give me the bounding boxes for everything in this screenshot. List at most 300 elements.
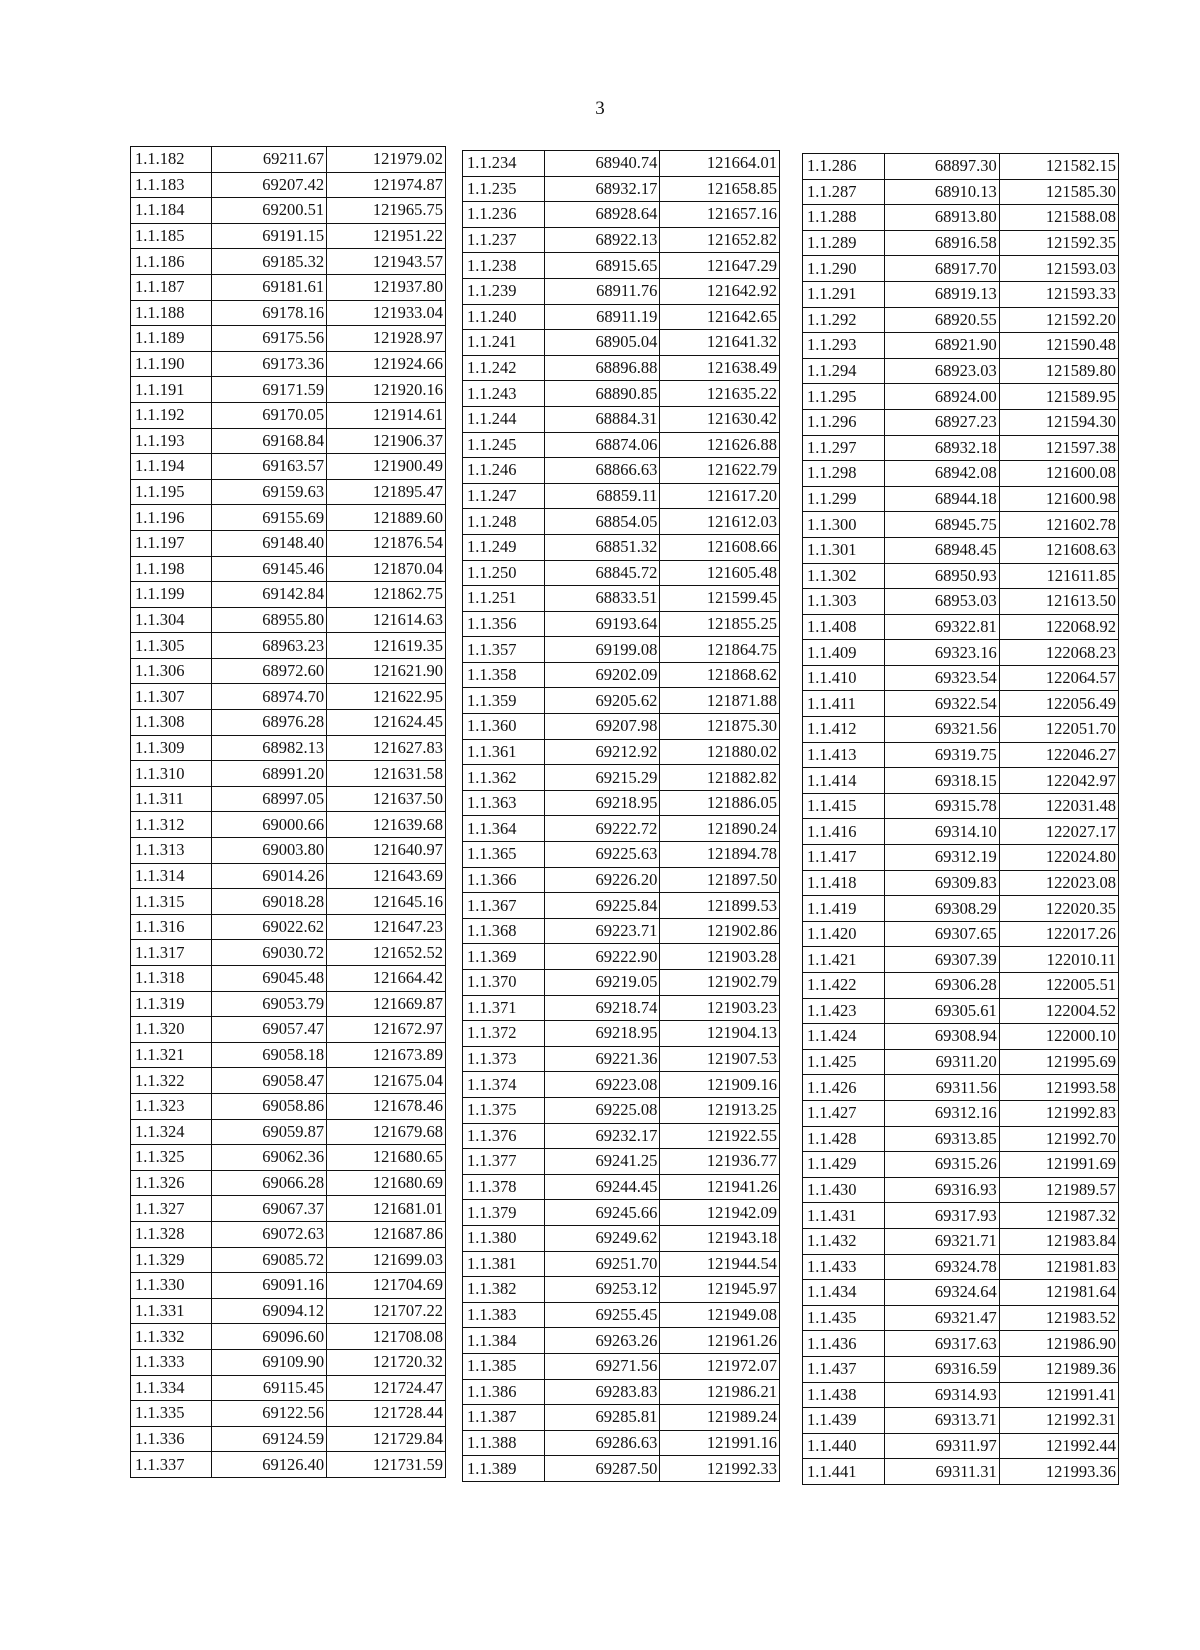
point-id-cell: 1.1.332 [131, 1324, 212, 1350]
y-coordinate-cell: 121704.69 [327, 1273, 446, 1299]
x-coordinate-cell: 69311.56 [884, 1075, 999, 1101]
x-coordinate-cell: 69225.84 [544, 893, 660, 919]
x-coordinate-cell: 69062.36 [212, 1145, 327, 1171]
table-row [463, 637, 780, 663]
x-coordinate-cell: 69085.72 [212, 1247, 327, 1273]
x-coordinate-cell: 68921.90 [884, 333, 999, 359]
x-coordinate-cell: 69155.69 [212, 505, 327, 531]
y-coordinate-cell: 121993.36 [999, 1459, 1118, 1485]
point-id-cell: 1.1.190 [131, 351, 212, 377]
table-row [463, 1174, 780, 1200]
point-id-cell: 1.1.195 [131, 479, 212, 505]
point-id-cell: 1.1.327 [131, 1196, 212, 1222]
y-coordinate-cell: 121622.79 [660, 458, 780, 484]
x-coordinate-cell: 68916.58 [884, 230, 999, 256]
x-coordinate-cell: 68976.28 [212, 710, 327, 736]
table-row [131, 326, 446, 352]
table-row [463, 918, 780, 944]
y-coordinate-cell: 122051.70 [999, 717, 1118, 743]
point-id-cell: 1.1.379 [463, 1200, 545, 1226]
point-id-cell: 1.1.329 [131, 1247, 212, 1273]
point-id-cell: 1.1.304 [131, 607, 212, 633]
x-coordinate-cell: 68974.70 [212, 684, 327, 710]
point-id-cell: 1.1.321 [131, 1042, 212, 1068]
x-coordinate-cell: 69053.79 [212, 991, 327, 1017]
y-coordinate-cell: 121642.65 [660, 304, 780, 330]
y-coordinate-cell: 121903.23 [660, 995, 780, 1021]
table-row [131, 249, 446, 275]
point-id-cell: 1.1.184 [131, 198, 212, 224]
point-id-cell: 1.1.245 [463, 432, 545, 458]
point-id-cell: 1.1.385 [463, 1353, 545, 1379]
x-coordinate-cell: 69022.62 [212, 914, 327, 940]
y-coordinate-cell: 122017.26 [999, 921, 1118, 947]
x-coordinate-cell: 68910.13 [884, 179, 999, 205]
table-row [803, 1331, 1119, 1357]
table-row [463, 1328, 780, 1354]
point-id-cell: 1.1.244 [463, 406, 545, 432]
x-coordinate-cell: 69148.40 [212, 530, 327, 556]
table-row [463, 330, 780, 356]
x-coordinate-cell: 69159.63 [212, 479, 327, 505]
table-row [131, 1017, 446, 1043]
y-coordinate-cell: 121936.77 [660, 1149, 780, 1175]
y-coordinate-cell: 121619.35 [327, 633, 446, 659]
table-row [131, 223, 446, 249]
table-row [131, 735, 446, 761]
table-row [803, 205, 1119, 231]
point-id-cell: 1.1.330 [131, 1273, 212, 1299]
point-id-cell: 1.1.419 [803, 896, 885, 922]
point-id-cell: 1.1.374 [463, 1072, 545, 1098]
table-row [131, 556, 446, 582]
x-coordinate-cell: 69323.16 [884, 640, 999, 666]
x-coordinate-cell: 68884.31 [544, 406, 660, 432]
table-row [803, 1203, 1119, 1229]
x-coordinate-cell: 69185.32 [212, 249, 327, 275]
table-row [131, 198, 446, 224]
x-coordinate-cell: 68911.76 [544, 278, 660, 304]
table-row [463, 842, 780, 868]
x-coordinate-cell: 69312.19 [884, 845, 999, 871]
y-coordinate-cell: 121995.69 [999, 1049, 1118, 1075]
x-coordinate-cell: 69321.47 [884, 1305, 999, 1331]
table-row [803, 1254, 1119, 1280]
x-coordinate-cell: 68932.17 [544, 176, 660, 202]
point-id-cell: 1.1.241 [463, 330, 545, 356]
table-row [131, 914, 446, 940]
y-coordinate-cell: 121992.31 [999, 1408, 1118, 1434]
table-row [803, 281, 1119, 307]
x-coordinate-cell: 69000.66 [212, 812, 327, 838]
x-coordinate-cell: 69313.71 [884, 1408, 999, 1434]
x-coordinate-cell: 69202.09 [544, 662, 660, 688]
y-coordinate-cell: 121645.16 [327, 889, 446, 915]
y-coordinate-cell: 121864.75 [660, 637, 780, 663]
point-id-cell: 1.1.370 [463, 970, 545, 996]
y-coordinate-cell: 121614.63 [327, 607, 446, 633]
table-row [131, 1196, 446, 1222]
y-coordinate-cell: 121635.22 [660, 381, 780, 407]
table-row [803, 589, 1119, 615]
x-coordinate-cell: 68940.74 [544, 151, 660, 177]
point-id-cell: 1.1.432 [803, 1228, 885, 1254]
x-coordinate-cell: 69286.63 [544, 1430, 660, 1456]
y-coordinate-cell: 121903.28 [660, 944, 780, 970]
point-id-cell: 1.1.358 [463, 662, 545, 688]
x-coordinate-cell: 69142.84 [212, 582, 327, 608]
table-row [463, 970, 780, 996]
point-id-cell: 1.1.388 [463, 1430, 545, 1456]
point-id-cell: 1.1.331 [131, 1298, 212, 1324]
point-id-cell: 1.1.369 [463, 944, 545, 970]
point-id-cell: 1.1.365 [463, 842, 545, 868]
table-row [803, 461, 1119, 487]
point-id-cell: 1.1.189 [131, 326, 212, 352]
point-id-cell: 1.1.417 [803, 845, 885, 871]
point-id-cell: 1.1.416 [803, 819, 885, 845]
y-coordinate-cell: 121961.26 [660, 1328, 780, 1354]
y-coordinate-cell: 121981.83 [999, 1254, 1118, 1280]
x-coordinate-cell: 69318.15 [884, 768, 999, 794]
x-coordinate-cell: 69255.45 [544, 1302, 660, 1328]
point-id-cell: 1.1.296 [803, 409, 885, 435]
y-coordinate-cell: 121673.89 [327, 1042, 446, 1068]
x-coordinate-cell: 68923.03 [884, 358, 999, 384]
point-id-cell: 1.1.439 [803, 1408, 885, 1434]
y-coordinate-cell: 121647.23 [327, 914, 446, 940]
y-coordinate-cell: 121622.95 [327, 684, 446, 710]
table-row [131, 1452, 446, 1478]
x-coordinate-cell: 69018.28 [212, 889, 327, 915]
point-id-cell: 1.1.359 [463, 688, 545, 714]
y-coordinate-cell: 121600.98 [999, 486, 1118, 512]
table-row [803, 614, 1119, 640]
point-id-cell: 1.1.246 [463, 458, 545, 484]
x-coordinate-cell: 69319.75 [884, 742, 999, 768]
y-coordinate-cell: 121933.04 [327, 300, 446, 326]
y-coordinate-cell: 121890.24 [660, 816, 780, 842]
x-coordinate-cell: 69225.63 [544, 842, 660, 868]
x-coordinate-cell: 69307.65 [884, 921, 999, 947]
point-id-cell: 1.1.421 [803, 947, 885, 973]
point-id-cell: 1.1.318 [131, 966, 212, 992]
y-coordinate-cell: 121657.16 [660, 202, 780, 228]
table-row [463, 688, 780, 714]
x-coordinate-cell: 69163.57 [212, 454, 327, 480]
x-coordinate-cell: 69287.50 [544, 1456, 660, 1482]
y-coordinate-cell: 121585.30 [999, 179, 1118, 205]
y-coordinate-cell: 121943.18 [660, 1225, 780, 1251]
x-coordinate-cell: 69223.71 [544, 918, 660, 944]
x-coordinate-cell: 69253.12 [544, 1277, 660, 1303]
table-row [803, 1382, 1119, 1408]
point-id-cell: 1.1.309 [131, 735, 212, 761]
table-row [463, 1149, 780, 1175]
y-coordinate-cell: 121993.58 [999, 1075, 1118, 1101]
x-coordinate-cell: 69311.31 [884, 1459, 999, 1485]
table-row [463, 534, 780, 560]
x-coordinate-cell: 69244.45 [544, 1174, 660, 1200]
table-row [131, 1349, 446, 1375]
point-id-cell: 1.1.423 [803, 998, 885, 1024]
y-coordinate-cell: 121992.44 [999, 1433, 1118, 1459]
point-id-cell: 1.1.298 [803, 461, 885, 487]
point-id-cell: 1.1.411 [803, 691, 885, 717]
point-id-cell: 1.1.234 [463, 151, 545, 177]
y-coordinate-cell: 121943.57 [327, 249, 446, 275]
y-coordinate-cell: 121906.37 [327, 428, 446, 454]
y-coordinate-cell: 121647.29 [660, 253, 780, 279]
x-coordinate-cell: 69316.93 [884, 1177, 999, 1203]
table-row [463, 1251, 780, 1277]
y-coordinate-cell: 121983.52 [999, 1305, 1118, 1331]
table-row [803, 1075, 1119, 1101]
coordinate-table-2 [462, 150, 780, 1482]
point-id-cell: 1.1.435 [803, 1305, 885, 1331]
x-coordinate-cell: 69072.63 [212, 1221, 327, 1247]
table-row [463, 944, 780, 970]
table-row [803, 691, 1119, 717]
x-coordinate-cell: 69313.85 [884, 1126, 999, 1152]
y-coordinate-cell: 122042.97 [999, 768, 1118, 794]
x-coordinate-cell: 68932.18 [884, 435, 999, 461]
point-id-cell: 1.1.387 [463, 1405, 545, 1431]
y-coordinate-cell: 121588.08 [999, 205, 1118, 231]
table-row [131, 684, 446, 710]
table-row [803, 179, 1119, 205]
y-coordinate-cell: 121928.97 [327, 326, 446, 352]
table-row [131, 838, 446, 864]
table-row [131, 1145, 446, 1171]
y-coordinate-cell: 121902.86 [660, 918, 780, 944]
y-coordinate-cell: 121868.62 [660, 662, 780, 688]
x-coordinate-cell: 69312.16 [884, 1100, 999, 1126]
y-coordinate-cell: 121626.88 [660, 432, 780, 458]
table-row [803, 845, 1119, 871]
x-coordinate-cell: 68953.03 [884, 589, 999, 615]
y-coordinate-cell: 121602.78 [999, 512, 1118, 538]
table-row [463, 1302, 780, 1328]
y-coordinate-cell: 121904.13 [660, 1021, 780, 1047]
point-id-cell: 1.1.427 [803, 1100, 885, 1126]
y-coordinate-cell: 121989.24 [660, 1405, 780, 1431]
y-coordinate-cell: 121664.01 [660, 151, 780, 177]
x-coordinate-cell: 68955.80 [212, 607, 327, 633]
table-row [131, 1298, 446, 1324]
point-id-cell: 1.1.312 [131, 812, 212, 838]
table-row [803, 486, 1119, 512]
table-row [131, 402, 446, 428]
y-coordinate-cell: 121900.49 [327, 454, 446, 480]
table-row [803, 512, 1119, 538]
y-coordinate-cell: 121902.79 [660, 970, 780, 996]
y-coordinate-cell: 121630.42 [660, 406, 780, 432]
table-row [131, 786, 446, 812]
x-coordinate-cell: 68927.23 [884, 409, 999, 435]
table-row [463, 1123, 780, 1149]
page-number: 3 [595, 98, 605, 119]
x-coordinate-cell: 69219.05 [544, 970, 660, 996]
y-coordinate-cell: 121922.55 [660, 1123, 780, 1149]
point-id-cell: 1.1.236 [463, 202, 545, 228]
table-row [131, 428, 446, 454]
x-coordinate-cell: 69306.28 [884, 973, 999, 999]
table-row [131, 1170, 446, 1196]
point-id-cell: 1.1.301 [803, 537, 885, 563]
x-coordinate-cell: 68917.70 [884, 256, 999, 282]
table-row [803, 870, 1119, 896]
point-id-cell: 1.1.311 [131, 786, 212, 812]
table-row [131, 1093, 446, 1119]
point-id-cell: 1.1.383 [463, 1302, 545, 1328]
x-coordinate-cell: 69045.48 [212, 966, 327, 992]
y-coordinate-cell: 121951.22 [327, 223, 446, 249]
table-row [803, 742, 1119, 768]
x-coordinate-cell: 68945.75 [884, 512, 999, 538]
point-id-cell: 1.1.194 [131, 454, 212, 480]
table-row [803, 435, 1119, 461]
x-coordinate-cell: 69168.84 [212, 428, 327, 454]
point-id-cell: 1.1.187 [131, 274, 212, 300]
y-coordinate-cell: 122005.51 [999, 973, 1118, 999]
point-id-cell: 1.1.431 [803, 1203, 885, 1229]
y-coordinate-cell: 121728.44 [327, 1401, 446, 1427]
y-coordinate-cell: 121731.59 [327, 1452, 446, 1478]
point-id-cell: 1.1.434 [803, 1280, 885, 1306]
point-id-cell: 1.1.334 [131, 1375, 212, 1401]
x-coordinate-cell: 68911.19 [544, 304, 660, 330]
point-id-cell: 1.1.408 [803, 614, 885, 640]
point-id-cell: 1.1.433 [803, 1254, 885, 1280]
table-row [803, 1459, 1119, 1485]
y-coordinate-cell: 121592.35 [999, 230, 1118, 256]
x-coordinate-cell: 69322.81 [884, 614, 999, 640]
y-coordinate-cell: 121913.25 [660, 1097, 780, 1123]
point-id-cell: 1.1.420 [803, 921, 885, 947]
point-id-cell: 1.1.183 [131, 172, 212, 198]
x-coordinate-cell: 69058.47 [212, 1068, 327, 1094]
x-coordinate-cell: 68897.30 [884, 154, 999, 180]
table-row [463, 1430, 780, 1456]
x-coordinate-cell: 69200.51 [212, 198, 327, 224]
table-row [803, 1049, 1119, 1075]
table-row [463, 176, 780, 202]
point-id-cell: 1.1.361 [463, 739, 545, 765]
y-coordinate-cell: 121909.16 [660, 1072, 780, 1098]
point-id-cell: 1.1.185 [131, 223, 212, 249]
table-row [803, 819, 1119, 845]
x-coordinate-cell: 69283.83 [544, 1379, 660, 1405]
y-coordinate-cell: 121621.90 [327, 658, 446, 684]
y-coordinate-cell: 121889.60 [327, 505, 446, 531]
point-id-cell: 1.1.317 [131, 940, 212, 966]
table-row [131, 863, 446, 889]
y-coordinate-cell: 121637.50 [327, 786, 446, 812]
point-id-cell: 1.1.250 [463, 560, 545, 586]
point-id-cell: 1.1.240 [463, 304, 545, 330]
y-coordinate-cell: 121979.02 [327, 147, 446, 173]
point-id-cell: 1.1.307 [131, 684, 212, 710]
table-row [463, 611, 780, 637]
point-id-cell: 1.1.428 [803, 1126, 885, 1152]
x-coordinate-cell: 69124.59 [212, 1426, 327, 1452]
y-coordinate-cell: 121679.68 [327, 1119, 446, 1145]
table-row [803, 1126, 1119, 1152]
x-coordinate-cell: 68948.45 [884, 537, 999, 563]
x-coordinate-cell: 69317.93 [884, 1203, 999, 1229]
x-coordinate-cell: 69241.25 [544, 1149, 660, 1175]
table-row [803, 384, 1119, 410]
y-coordinate-cell: 121949.08 [660, 1302, 780, 1328]
x-coordinate-cell: 69171.59 [212, 377, 327, 403]
x-coordinate-cell: 69215.29 [544, 765, 660, 791]
table-row [131, 351, 446, 377]
y-coordinate-cell: 121612.03 [660, 509, 780, 535]
y-coordinate-cell: 121983.84 [999, 1228, 1118, 1254]
point-id-cell: 1.1.315 [131, 889, 212, 915]
y-coordinate-cell: 121592.20 [999, 307, 1118, 333]
x-coordinate-cell: 69193.64 [544, 611, 660, 637]
y-coordinate-cell: 121669.87 [327, 991, 446, 1017]
y-coordinate-cell: 121681.01 [327, 1196, 446, 1222]
table-row [131, 530, 446, 556]
x-coordinate-cell: 69067.37 [212, 1196, 327, 1222]
x-coordinate-cell: 69309.83 [884, 870, 999, 896]
point-id-cell: 1.1.424 [803, 1024, 885, 1050]
y-coordinate-cell: 121613.50 [999, 589, 1118, 615]
point-id-cell: 1.1.294 [803, 358, 885, 384]
table-row [803, 973, 1119, 999]
point-id-cell: 1.1.188 [131, 300, 212, 326]
point-id-cell: 1.1.357 [463, 637, 545, 663]
table-row [131, 505, 446, 531]
table-row [803, 998, 1119, 1024]
x-coordinate-cell: 69316.59 [884, 1356, 999, 1382]
point-id-cell: 1.1.360 [463, 714, 545, 740]
table-row [463, 1200, 780, 1226]
point-id-cell: 1.1.336 [131, 1426, 212, 1452]
point-id-cell: 1.1.302 [803, 563, 885, 589]
point-id-cell: 1.1.248 [463, 509, 545, 535]
point-id-cell: 1.1.441 [803, 1459, 885, 1485]
table-row [131, 812, 446, 838]
x-coordinate-cell: 68915.65 [544, 253, 660, 279]
x-coordinate-cell: 69096.60 [212, 1324, 327, 1350]
point-id-cell: 1.1.425 [803, 1049, 885, 1075]
point-id-cell: 1.1.415 [803, 793, 885, 819]
y-coordinate-cell: 121590.48 [999, 333, 1118, 359]
y-coordinate-cell: 122027.17 [999, 819, 1118, 845]
point-id-cell: 1.1.376 [463, 1123, 545, 1149]
x-coordinate-cell: 69222.72 [544, 816, 660, 842]
y-coordinate-cell: 122056.49 [999, 691, 1118, 717]
y-coordinate-cell: 121593.03 [999, 256, 1118, 282]
y-coordinate-cell: 121944.54 [660, 1251, 780, 1277]
y-coordinate-cell: 122068.23 [999, 640, 1118, 666]
point-id-cell: 1.1.319 [131, 991, 212, 1017]
x-coordinate-cell: 69218.95 [544, 1021, 660, 1047]
x-coordinate-cell: 69173.36 [212, 351, 327, 377]
y-coordinate-cell: 121894.78 [660, 842, 780, 868]
table-row [463, 151, 780, 177]
x-coordinate-cell: 68924.00 [884, 384, 999, 410]
table-row [463, 893, 780, 919]
table-row [131, 1068, 446, 1094]
x-coordinate-cell: 69226.20 [544, 867, 660, 893]
y-coordinate-cell: 121708.08 [327, 1324, 446, 1350]
y-coordinate-cell: 121895.47 [327, 479, 446, 505]
